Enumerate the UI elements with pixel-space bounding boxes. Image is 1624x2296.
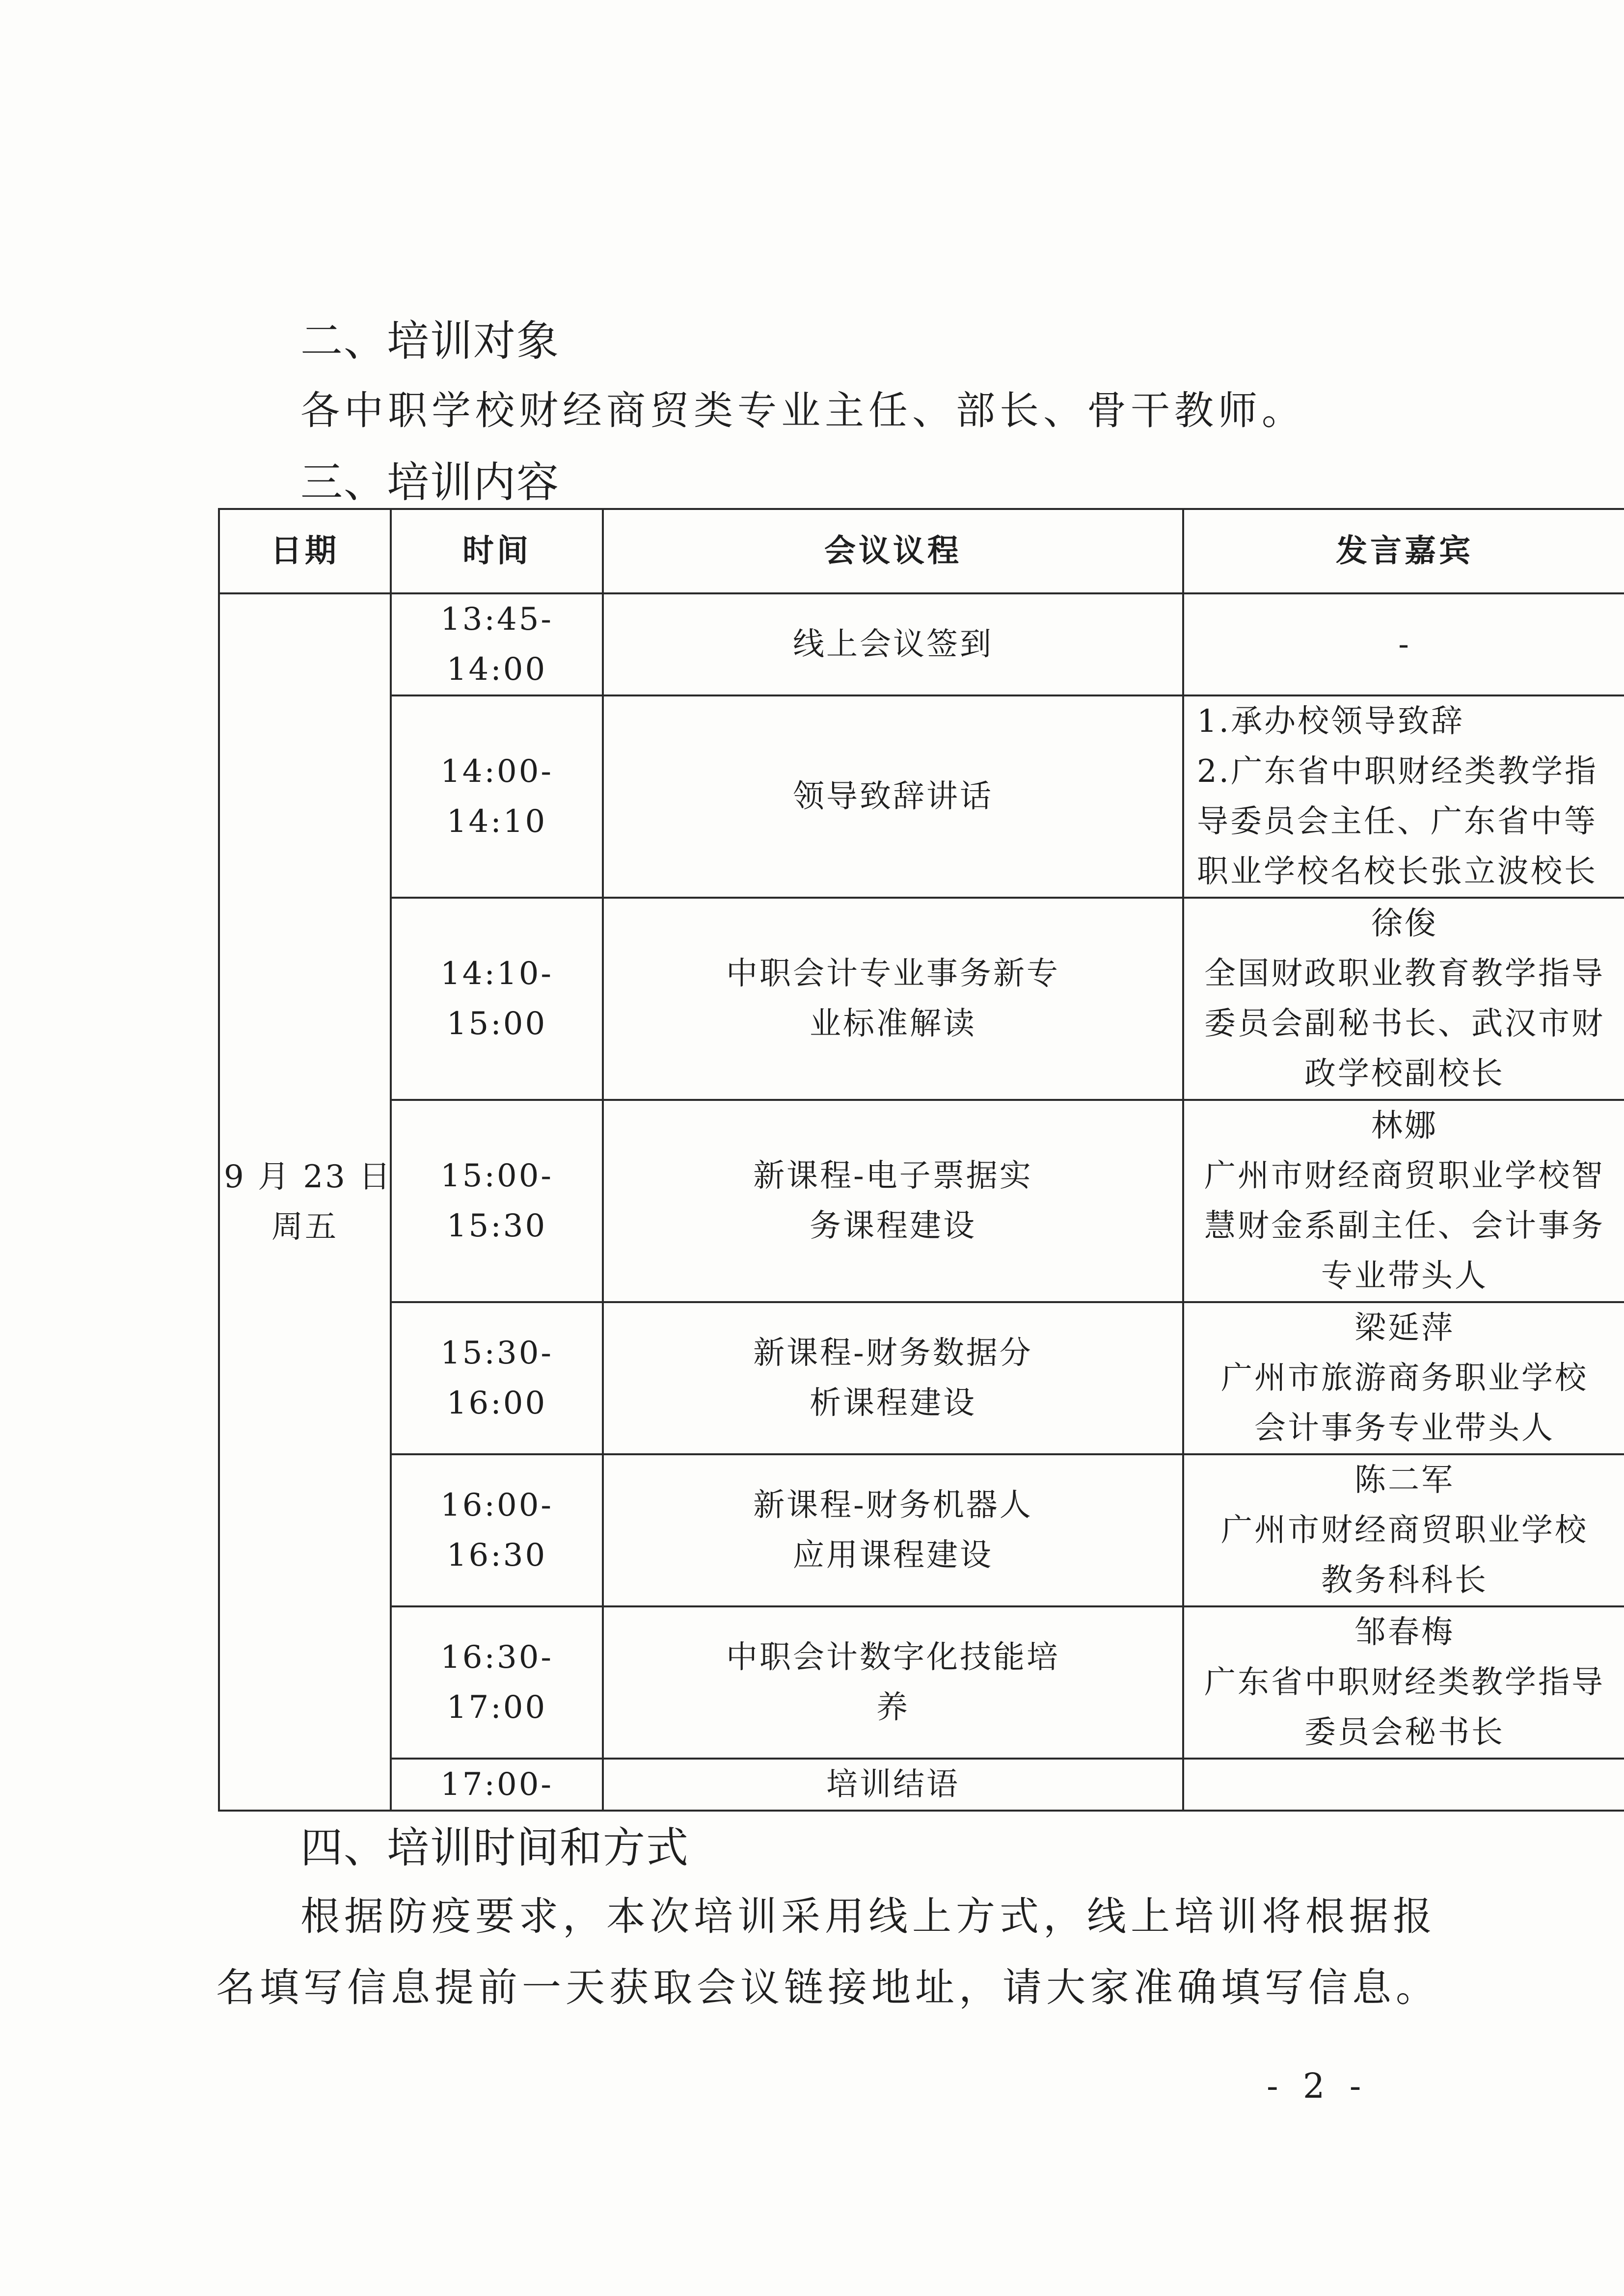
- agenda-cell: [603, 593, 1183, 695]
- agenda-cell: [603, 1454, 1183, 1606]
- date-cell: [219, 593, 391, 1811]
- agenda-line: 养: [876, 1689, 910, 1726]
- speaker-line: 邹春梅: [1354, 1614, 1455, 1651]
- speaker-line: 职业学校名校长张立波校长: [1197, 854, 1597, 890]
- speaker-cell: [1183, 1302, 1624, 1454]
- agenda-line: 培训结语: [826, 1766, 960, 1803]
- agenda-row: [219, 1100, 1624, 1302]
- agenda-cell: [603, 1100, 1183, 1302]
- speaker-line: -: [1398, 626, 1411, 663]
- time-cell: 14:00-14:10: [391, 695, 603, 898]
- speaker-cell: [1183, 1454, 1624, 1606]
- agenda-row: [219, 593, 1624, 695]
- weekday-line: 周五: [271, 1209, 338, 1245]
- agenda-line: 新课程-财务数据分: [753, 1335, 1033, 1371]
- speaker-line: 广州市财经商贸职业学校: [1221, 1512, 1588, 1548]
- time-cell: 16:00-16:30: [391, 1454, 603, 1606]
- header-time: 时间: [391, 509, 603, 593]
- header-date: 日期: [219, 509, 391, 593]
- time-cell: 14:10-15:00: [391, 898, 603, 1100]
- speaker-cell: [1183, 695, 1624, 898]
- speaker-cell: [1183, 1759, 1624, 1811]
- speaker-line: 委员会副秘书长、武汉市财: [1204, 1006, 1605, 1042]
- agenda-cell: [603, 898, 1183, 1100]
- time-cell: 15:00-15:30: [391, 1100, 603, 1302]
- agenda-cell: [603, 695, 1183, 898]
- agenda-line: 领导致辞讲话: [793, 778, 993, 815]
- speaker-line: 政学校副校长: [1304, 1056, 1505, 1092]
- agenda-header-row: [219, 509, 1624, 593]
- time-cell: 16:30-17:00: [391, 1606, 603, 1759]
- agenda-cell: [603, 1606, 1183, 1759]
- time-cell: 15:30-16:00: [391, 1302, 603, 1454]
- speaker-line: 林娜: [1371, 1108, 1438, 1144]
- speaker-line: 教务科科长: [1321, 1562, 1488, 1599]
- speaker-cell: [1183, 898, 1624, 1100]
- agenda-line: 应用课程建设: [793, 1537, 993, 1574]
- speaker-line: 广东省中职财经类教学指导: [1204, 1664, 1605, 1701]
- speaker-line: 慧财金系副主任、会计事务: [1204, 1208, 1605, 1244]
- agenda-line: 新课程-财务机器人: [753, 1487, 1033, 1523]
- speaker-line: 会计事务专业带头人: [1254, 1410, 1555, 1446]
- speaker-cell: [1183, 593, 1624, 695]
- speaker-line: 广州市财经商贸职业学校智: [1204, 1158, 1605, 1194]
- speaker-cell: [1183, 1100, 1624, 1302]
- speaker-line: 陈二军: [1354, 1462, 1455, 1498]
- page-number: - 2 -: [1267, 2066, 1368, 2106]
- agenda-cell: [603, 1759, 1183, 1811]
- agenda-line: 析课程建设: [810, 1385, 976, 1421]
- agenda-line: 中职会计专业事务新专: [726, 956, 1060, 992]
- speaker-line: 专业带头人: [1321, 1258, 1488, 1294]
- agenda-cell: [603, 1302, 1183, 1454]
- agenda-table: [218, 508, 1624, 1812]
- agenda-row: [219, 1454, 1624, 1606]
- date-line: 9 月 23 日: [224, 1159, 393, 1195]
- speaker-line: 1.承办校领导致辞: [1197, 703, 1465, 740]
- agenda-row: [219, 695, 1624, 898]
- speaker-line: 全国财政职业教育教学指导: [1204, 956, 1605, 992]
- time-cell: 17:00-: [391, 1759, 603, 1811]
- target-audience-text: 各中职学校财经商贸类专业主任、部长、骨干教师。: [300, 388, 1305, 433]
- agenda-line: 线上会议签到: [793, 626, 993, 663]
- agenda-row: [219, 1759, 1624, 1811]
- agenda-row: [219, 898, 1624, 1100]
- speaker-line: 导委员会主任、广东省中等: [1197, 803, 1597, 840]
- agenda-line: 新课程-电子票据实: [753, 1158, 1033, 1194]
- agenda-line: 务课程建设: [810, 1208, 976, 1244]
- speaker-line: 广州市旅游商务职业学校: [1221, 1360, 1588, 1396]
- section-heading-training-content: 三、培训内容: [300, 458, 560, 507]
- speaker-line: 徐俊: [1371, 906, 1438, 942]
- agenda-row: [219, 1302, 1624, 1454]
- speaker-cell: [1183, 1606, 1624, 1759]
- section-heading-time-and-method: 四、培训时间和方式: [300, 1823, 689, 1872]
- agenda-row: [219, 1606, 1624, 1759]
- speaker-line: 梁延萍: [1354, 1310, 1455, 1346]
- time-method-text-line2: 名填写信息提前一天获取会议链接地址，请大家准确填写信息。: [216, 1965, 1439, 2010]
- header-agenda: 会议议程: [603, 509, 1183, 593]
- agenda-line: 业标准解读: [810, 1006, 976, 1042]
- time-method-text-line1: 根据防疫要求，本次培训采用线上方式，线上培训将根据报: [300, 1894, 1436, 1939]
- speaker-line: 委员会秘书长: [1304, 1714, 1505, 1751]
- time-cell: 13:45-14:00: [391, 593, 603, 695]
- header-speaker: 发言嘉宾: [1183, 509, 1624, 593]
- section-heading-target-audience: 二、培训对象: [300, 317, 560, 366]
- speaker-line: 2.广东省中职财经类教学指: [1197, 753, 1598, 790]
- agenda-line: 中职会计数字化技能培: [726, 1639, 1060, 1676]
